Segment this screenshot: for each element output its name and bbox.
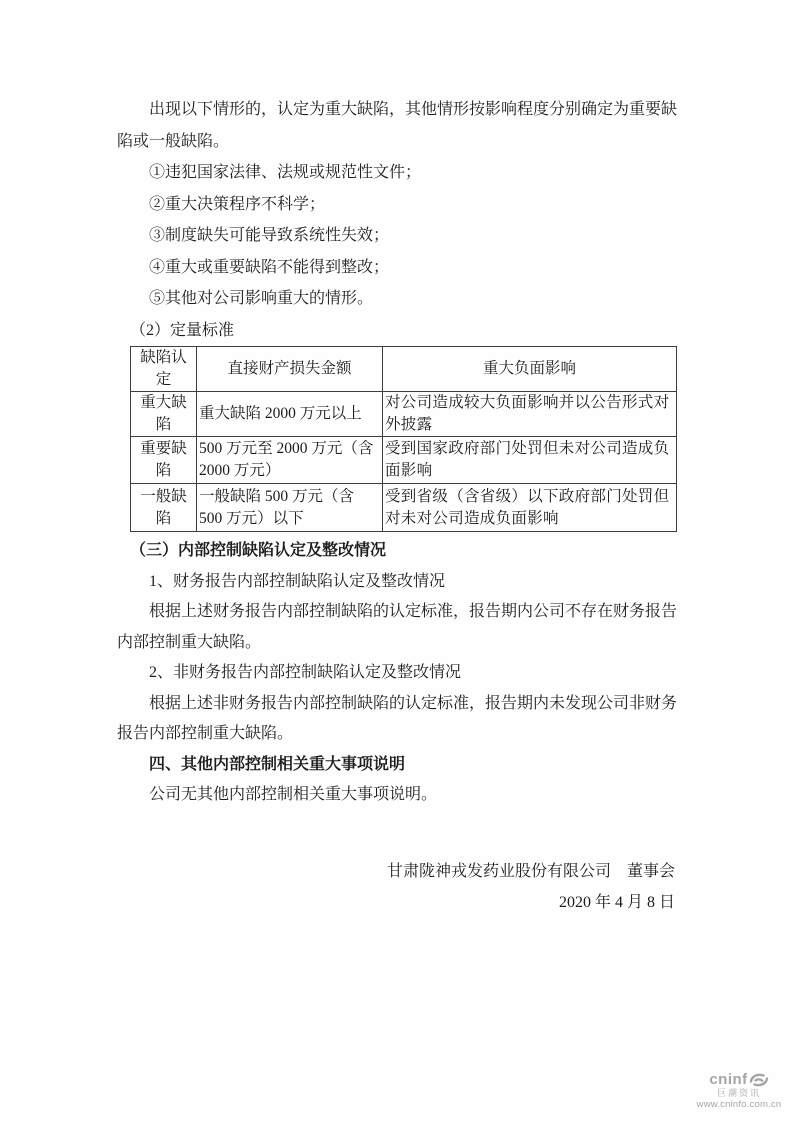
cninfo-name: 巨潮资讯 bbox=[716, 1088, 761, 1098]
cninfo-swirl-icon bbox=[749, 1072, 769, 1088]
cninfo-logo bbox=[690, 1072, 788, 1111]
list-item-5: ⑤其他对公司影响重大的情形。 bbox=[149, 290, 374, 307]
signature-company: 甘肃陇神戎发药业股份有限公司 董事会 bbox=[386, 862, 675, 880]
list-item-2: ②重大决策程序不科学； bbox=[149, 195, 326, 213]
signature-block bbox=[117, 856, 677, 918]
table-cell: 受到省级（含省级）以下政府部门处罚但对未对公司造成负面影响 bbox=[383, 484, 677, 532]
list-item-3: ③制度缺失可能导致系统性失效； bbox=[149, 227, 390, 244]
cninfo-brand-row bbox=[690, 1072, 788, 1088]
table-cell: 对公司造成较大负面影响并以公告形式对外披露 bbox=[383, 392, 677, 437]
table-cell: 500 万元至 2000 万元（含 2000 万元） bbox=[197, 437, 383, 484]
quantitative-standard-heading: （2）定量标准 bbox=[130, 321, 235, 339]
section3-sub2: 2、非财务报告内部控制缺陷认定及整改情况 bbox=[149, 664, 462, 681]
signature-date: 2020 年 4 月 8 日 bbox=[558, 893, 675, 911]
table-header-cell: 重大负面影响 bbox=[383, 347, 677, 392]
table-row bbox=[131, 392, 677, 437]
table-cell: 一般缺陷 500 万元（含 500 万元）以下 bbox=[197, 484, 383, 532]
section4-heading: 四、其他内部控制相关重大事项说明 bbox=[149, 755, 406, 773]
intro-paragraph: 出现以下情形的，认定为重大缺陷，其他情形按影响程度分别确定为重要缺陷或一般缺陷。 bbox=[117, 101, 678, 150]
section3-heading: （三）内部控制缺陷认定及整改情况 bbox=[130, 542, 387, 559]
table-row bbox=[131, 484, 677, 532]
deficiency-criteria-table bbox=[130, 346, 677, 532]
section4-para: 公司无其他内部控制相关重大事项说明。 bbox=[149, 786, 438, 803]
cninfo-url: www.cninfo.com.cn bbox=[696, 1099, 782, 1110]
section3-para1: 根据上述财务报告内部控制缺陷的认定标准，报告期内公司不存在财务报告内部控制重大缺陷。 bbox=[117, 603, 678, 651]
table-header-cell: 直接财产损失金额 bbox=[197, 347, 383, 392]
list-item-4: ④重大或重要缺陷不能得到整改； bbox=[149, 258, 390, 276]
table-cell: 受到国家政府部门处罚但未对公司造成负面影响 bbox=[383, 437, 677, 484]
table-row bbox=[131, 437, 677, 484]
table-cell: 重要缺陷 bbox=[131, 437, 197, 484]
section3-para2: 根据上述非财务报告内部控制缺陷的认定标准，报告期内未发现公司非财务报告内部控制重大缺陷。 bbox=[117, 694, 678, 742]
section3-sub1: 1、财务报告内部控制缺陷认定及整改情况 bbox=[149, 572, 446, 590]
table-cell: 重大缺陷 bbox=[131, 392, 197, 437]
table-header-cell: 缺陷认定 bbox=[131, 347, 197, 392]
list-item-1: ①违犯国家法律、法规或规范性文件； bbox=[149, 164, 422, 181]
post-table-section bbox=[117, 536, 677, 811]
document-body bbox=[117, 0, 677, 918]
cninfo-brand-text: cninf bbox=[709, 1071, 748, 1088]
table-header-row bbox=[131, 347, 677, 392]
table-cell: 重大缺陷 2000 万元以上 bbox=[197, 392, 383, 437]
table-cell: 一般缺陷 bbox=[131, 484, 197, 532]
